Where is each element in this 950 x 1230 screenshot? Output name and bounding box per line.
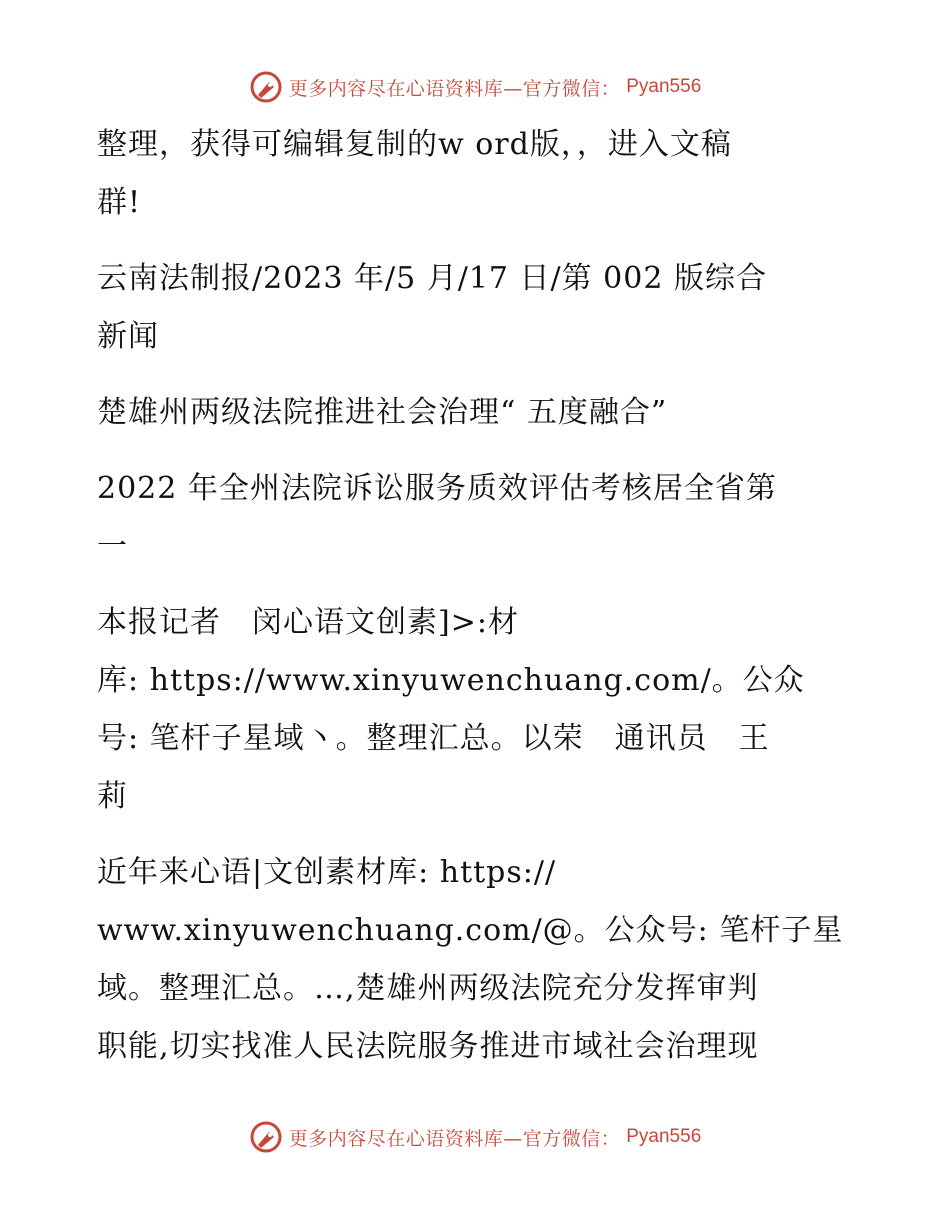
body-paragraph-line-4: 职能,切实找准人民法院服务推进市域社会治理现 [97, 1029, 759, 1064]
paragraph-1-line-2: 群! [97, 185, 142, 220]
header-banner [0, 70, 950, 104]
paragraph-2-line-2: 新闻 [97, 319, 159, 354]
body-paragraph-line-3: 域。整理汇总。…,楚雄州两级法院充分发挥审判 [97, 971, 759, 1006]
body-paragraph-line-2: www.xinyuwenchuang.com/@。公众号: 笔杆子星 [97, 913, 844, 948]
footer-wechat-handle: Pyan556 [626, 1126, 702, 1147]
footer-banner [0, 1120, 950, 1154]
paragraph-1-line-1: 整理，获得可编辑复制的w ord版，，进入文稿 [97, 127, 732, 162]
paragraph-2-line-1: 云南法制报/2023 年/5 月/17 日/第 002 版综合 [97, 261, 767, 296]
byline-line-1: 本报记者 闵心语文创素]>:材 [97, 605, 519, 640]
pen-nib-logo-icon [249, 1120, 283, 1154]
footer-brand-text: 更多内容尽在心语资料库—官方微信： [288, 1127, 621, 1150]
byline-line-2: 库: https://www.xinyuwenchuang.com/。公众 [97, 663, 805, 698]
headline: 楚雄州两级法院推进社会治理“ 五度融合” [97, 395, 668, 430]
body-paragraph-line-1: 近年来心语|文创素材库: https:// [97, 855, 557, 890]
byline-line-4: 莉 [97, 779, 128, 814]
pen-nib-logo-icon [249, 70, 283, 104]
document-body [97, 116, 847, 1076]
byline-line-3: 号: 笔杆子星域丶。整理汇总。以荣 通讯员 王 [97, 721, 770, 756]
header-wechat-handle: Pyan556 [626, 76, 702, 97]
header-brand-text: 更多内容尽在心语资料库—官方微信： [288, 77, 621, 100]
subheadline-line-2: 一 [97, 529, 128, 564]
subheadline-line-1: 2022 年全州法院诉讼服务质效评估考核居全省第 [97, 471, 777, 506]
